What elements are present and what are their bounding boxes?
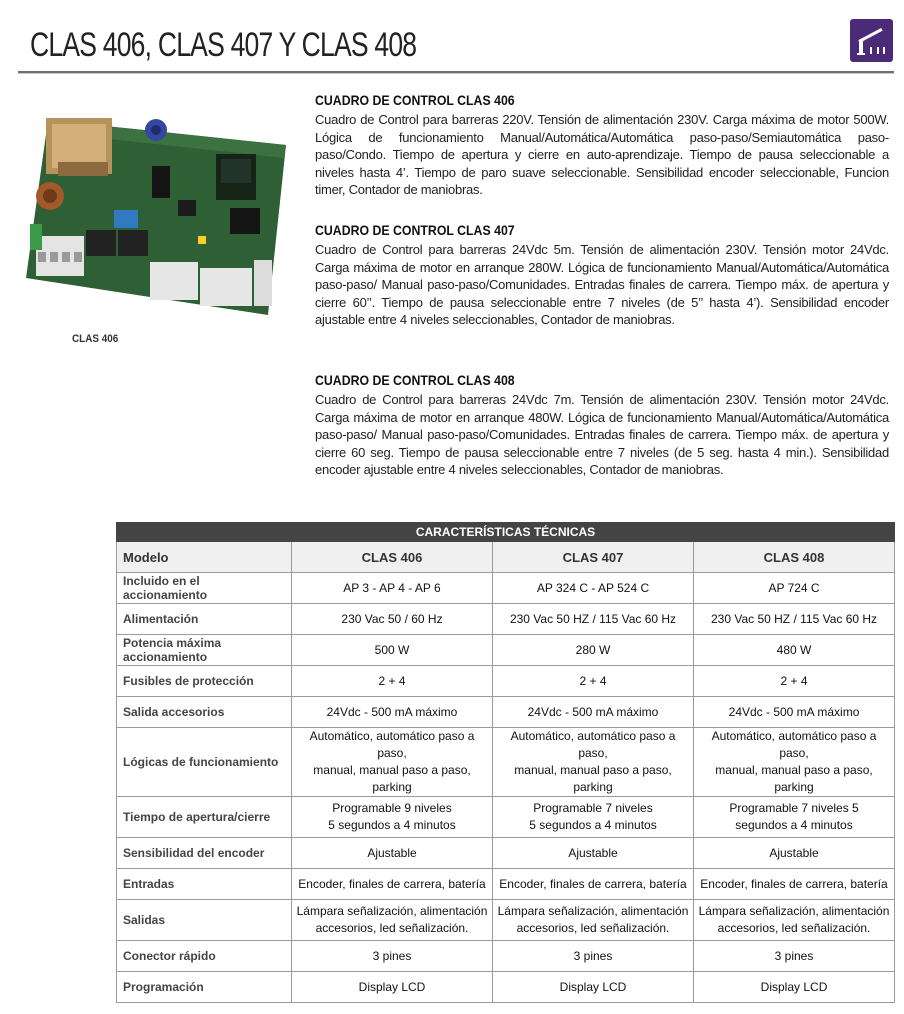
table-row [117, 900, 895, 941]
cell-line: 5 segundos a 4 minutos [328, 818, 456, 832]
row-label: Sensibilidad del encoder [117, 838, 292, 869]
table-cell [292, 797, 493, 838]
table-cell: Display LCD [292, 972, 493, 1003]
table-cell [292, 728, 493, 797]
table-row [117, 604, 895, 635]
product-heading: CUADRO DE CONTROL CLAS 406 [315, 92, 515, 108]
table-cell: 3 pines [694, 941, 895, 972]
gate-barrier-icon [850, 19, 893, 62]
specs-table [116, 522, 895, 1003]
table-cell: 2 + 4 [493, 666, 694, 697]
table-cell: Encoder, finales de carrera, batería [292, 869, 493, 900]
cell-line: Programable 7 niveles 5 [729, 801, 859, 815]
cell-line: manual, manual paso a paso, parking [715, 763, 873, 794]
table-cell: 24Vdc - 500 mA máximo [694, 697, 895, 728]
cell-line: Programable 9 niveles [332, 801, 452, 815]
table-cell: 3 pines [292, 941, 493, 972]
cell-line: accesorios, led señalización. [717, 921, 871, 935]
cell-line: Lámpara señalización, alimentación [497, 904, 689, 918]
table-row [117, 635, 895, 666]
cell-line: Automático, automático paso a paso, [309, 729, 475, 760]
row-label: Incluido en el accionamiento [117, 573, 292, 604]
row-label: Salida accesorios [117, 697, 292, 728]
table-cell: 480 W [694, 635, 895, 666]
table-row [117, 697, 895, 728]
product-clas-408 [315, 372, 889, 479]
cell-line: manual, manual paso a paso, parking [514, 763, 672, 794]
row-label: Fusibles de protección [117, 666, 292, 697]
cell-line: accesorios, led señalización. [315, 921, 469, 935]
cell-line: manual, manual paso a paso, parking [313, 763, 471, 794]
cell-line: Lámpara señalización, alimentación [296, 904, 488, 918]
cell-line: accesorios, led señalización. [516, 921, 670, 935]
table-cell: 24Vdc - 500 mA máximo [292, 697, 493, 728]
row-label: Salidas [117, 900, 292, 941]
cell-line: segundos a 4 minutos [735, 818, 853, 832]
specs-caption: CARACTERÍSTICAS TÉCNICAS [117, 523, 895, 542]
cell-line: Programable 7 niveles [533, 801, 653, 815]
title-divider-shadow [18, 73, 894, 74]
table-row [117, 797, 895, 838]
table-header-row [117, 542, 895, 573]
product-description: Cuadro de Control para barreras 220V. Tensión de alimentación 230V. Carga máxima de motor 500W. Lógica de funcionamiento Manual/Automática/Automática paso-paso/Semiautomática paso-paso/Condo. Tiempo de apertura y cierre en auto-aprendizaje. Tiempo de pausa seleccionable a niveles hasta 4’. Tiempo de paro suave seleccionable. Sensibilidad encoder seleccionable, Funcion timer, Contador de maniobras. [315, 112, 889, 197]
table-cell [493, 797, 694, 838]
table-cell: 3 pines [493, 941, 694, 972]
table-cell: AP 3 - AP 4 - AP 6 [292, 573, 493, 604]
cell-line: 5 segundos a 4 minutos [529, 818, 657, 832]
table-cell [694, 900, 895, 941]
row-label: Programación [117, 972, 292, 1003]
table-row [117, 972, 895, 1003]
product-clas-406 [315, 92, 889, 199]
table-cell: 2 + 4 [292, 666, 493, 697]
table-row [117, 869, 895, 900]
table-cell: Encoder, finales de carrera, batería [694, 869, 895, 900]
table-cell: 500 W [292, 635, 493, 666]
table-cell: Ajustable [493, 838, 694, 869]
table-cell: Encoder, finales de carrera, batería [493, 869, 694, 900]
row-label: Alimentación [117, 604, 292, 635]
table-cell: 24Vdc - 500 mA máximo [493, 697, 694, 728]
table-cell [292, 900, 493, 941]
row-label: Potencia máxima accionamiento [117, 635, 292, 666]
header-model: CLAS 407 [493, 542, 694, 573]
row-label: Tiempo de apertura/cierre [117, 797, 292, 838]
table-cell [493, 728, 694, 797]
table-row [117, 838, 895, 869]
row-label: Entradas [117, 869, 292, 900]
table-cell: AP 724 C [694, 573, 895, 604]
product-description: Cuadro de Control para barreras 24Vdc 7m. Tensión de alimentación 230V. Tensión motor 24Vdc. Carga máxima de motor en arranque 480W. Lógica de funcionamiento Manual/Automática/Automática paso-paso/ Manual paso-paso/Comunidades. Entradas finales de carrera. Tiempo máx. de apertura y cierre 60 seg. Tiempo de pausa seleccionable entre 7 niveles (de 5 seg. hasta 4 min.). Sensibilidad encoder ajustable entre 4 niveles seleccionables, Contador de maniobras. [315, 392, 889, 477]
product-heading: CUADRO DE CONTROL CLAS 408 [315, 372, 515, 388]
table-cell: Display LCD [493, 972, 694, 1003]
photo-caption: CLAS 406 [72, 333, 119, 345]
control-board-photo [18, 100, 300, 320]
cell-line: Automático, automático paso a paso, [510, 729, 676, 760]
table-cell: 230 Vac 50 / 60 Hz [292, 604, 493, 635]
header-model: CLAS 408 [694, 542, 895, 573]
product-description: Cuadro de Control para barreras 24Vdc 5m. Tensión de alimentación 230V. Tensión motor 24Vdc. Carga máxima de motor en arranque 280W. Lógica de funcionamiento Manual/Automática/Automática paso-paso/ Manual paso-paso/Comunidades. Entradas finales de carrera. Tiempo máx. de apertura y cierre 60’’. Tiempo de pausa seleccionable entre 7 niveles (de 5’’ hasta 4’). Sensibilidad encoder ajustable entre 4 niveles seleccionables, Contador de maniobras. [315, 242, 889, 327]
cell-line: Automático, automático paso a paso, [711, 729, 877, 760]
table-cell: 230 Vac 50 HZ / 115 Vac 60 Hz [694, 604, 895, 635]
table-cell: AP 324 C - AP 524 C [493, 573, 694, 604]
product-heading: CUADRO DE CONTROL CLAS 407 [315, 222, 515, 238]
row-label: Conector rápido [117, 941, 292, 972]
header-label: Modelo [117, 542, 292, 573]
table-row [117, 941, 895, 972]
table-cell: 230 Vac 50 HZ / 115 Vac 60 Hz [493, 604, 694, 635]
product-clas-407 [315, 222, 889, 329]
table-row [117, 728, 895, 797]
row-label: Lógicas de funcionamiento [117, 728, 292, 797]
table-cell: Ajustable [292, 838, 493, 869]
table-cell [694, 728, 895, 797]
table-cell [694, 797, 895, 838]
page-title: CLAS 406, CLAS 407 Y CLAS 408 [30, 26, 417, 64]
table-row [117, 666, 895, 697]
table-cell: 280 W [493, 635, 694, 666]
table-row [117, 573, 895, 604]
table-cell: Display LCD [694, 972, 895, 1003]
table-cell: Ajustable [694, 838, 895, 869]
cell-line: Lámpara señalización, alimentación [698, 904, 890, 918]
table-cell: 2 + 4 [694, 666, 895, 697]
table-cell [493, 900, 694, 941]
header-model: CLAS 406 [292, 542, 493, 573]
